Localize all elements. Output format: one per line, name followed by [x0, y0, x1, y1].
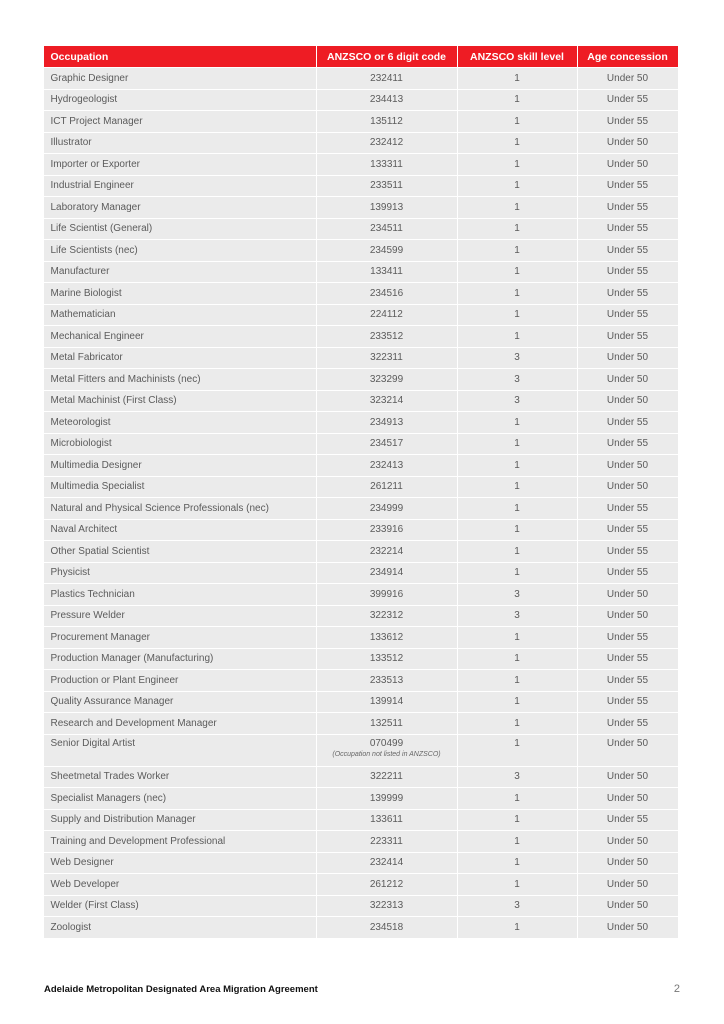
cell-code: 133411 [317, 262, 457, 283]
cell-age-concession: Under 55 [578, 197, 678, 218]
cell-code: 234413 [317, 90, 457, 111]
table-row [44, 305, 678, 326]
cell-age-concession: Under 55 [578, 692, 678, 713]
table-row [44, 348, 678, 369]
cell-skill-level: 1 [458, 133, 577, 154]
table-row [44, 111, 678, 132]
cell-age-concession: Under 50 [578, 133, 678, 154]
cell-code: 132511 [317, 713, 457, 734]
cell-skill-level: 1 [458, 541, 577, 562]
header-occupation: Occupation [44, 46, 316, 67]
cell-age-concession: Under 50 [578, 917, 678, 938]
cell-code: 232214 [317, 541, 457, 562]
cell-skill-level: 1 [458, 735, 577, 766]
cell-age-concession: Under 55 [578, 262, 678, 283]
cell-code [317, 735, 457, 766]
cell-code: 399916 [317, 584, 457, 605]
cell-occupation: Natural and Physical Science Professionals (nec) [44, 498, 316, 519]
table-row [44, 541, 678, 562]
cell-occupation: Procurement Manager [44, 627, 316, 648]
table-row [44, 896, 678, 917]
table-row [44, 788, 678, 809]
cell-code: 234516 [317, 283, 457, 304]
table-row [44, 735, 678, 766]
cell-age-concession: Under 50 [578, 606, 678, 627]
cell-code: 223311 [317, 831, 457, 852]
cell-age-concession: Under 55 [578, 713, 678, 734]
table-row [44, 283, 678, 304]
table-row [44, 412, 678, 433]
cell-skill-level: 1 [458, 692, 577, 713]
cell-age-concession: Under 50 [578, 767, 678, 788]
table-row [44, 219, 678, 240]
table-row [44, 154, 678, 175]
cell-code: 139999 [317, 788, 457, 809]
cell-age-concession: Under 55 [578, 240, 678, 261]
cell-skill-level: 1 [458, 874, 577, 895]
header-skill-level: ANZSCO skill level [458, 46, 577, 67]
cell-occupation: Illustrator [44, 133, 316, 154]
cell-age-concession: Under 55 [578, 670, 678, 691]
cell-skill-level: 1 [458, 176, 577, 197]
cell-occupation: Graphic Designer [44, 68, 316, 89]
cell-age-concession: Under 55 [578, 176, 678, 197]
cell-occupation: Multimedia Specialist [44, 477, 316, 498]
cell-age-concession: Under 55 [578, 111, 678, 132]
cell-age-concession: Under 50 [578, 788, 678, 809]
cell-occupation: ICT Project Manager [44, 111, 316, 132]
cell-occupation: Sheetmetal Trades Worker [44, 767, 316, 788]
cell-skill-level: 1 [458, 68, 577, 89]
cell-skill-level: 3 [458, 391, 577, 412]
cell-occupation: Manufacturer [44, 262, 316, 283]
cell-code: 322313 [317, 896, 457, 917]
cell-skill-level: 1 [458, 219, 577, 240]
cell-code: 322211 [317, 767, 457, 788]
table-row [44, 197, 678, 218]
table-row [44, 455, 678, 476]
table-row [44, 606, 678, 627]
table-row [44, 391, 678, 412]
cell-skill-level: 3 [458, 369, 577, 390]
cell-occupation: Hydrogeologist [44, 90, 316, 111]
table-body [44, 68, 678, 938]
cell-age-concession: Under 50 [578, 584, 678, 605]
cell-skill-level: 1 [458, 262, 577, 283]
cell-age-concession: Under 55 [578, 326, 678, 347]
header-code: ANZSCO or 6 digit code [317, 46, 457, 67]
cell-skill-level: 1 [458, 563, 577, 584]
occupation-table [43, 45, 679, 939]
table-row [44, 520, 678, 541]
cell-age-concession: Under 55 [578, 90, 678, 111]
cell-occupation: Naval Architect [44, 520, 316, 541]
table-row [44, 649, 678, 670]
cell-occupation: Industrial Engineer [44, 176, 316, 197]
cell-code: 133611 [317, 810, 457, 831]
cell-occupation: Senior Digital Artist [44, 735, 316, 766]
cell-age-concession: Under 50 [578, 896, 678, 917]
table-row [44, 563, 678, 584]
cell-occupation: Microbiologist [44, 434, 316, 455]
cell-age-concession: Under 50 [578, 735, 678, 766]
cell-skill-level: 1 [458, 326, 577, 347]
cell-age-concession: Under 50 [578, 455, 678, 476]
cell-skill-level: 3 [458, 584, 577, 605]
cell-code: 233513 [317, 670, 457, 691]
cell-code-value: 070499 [369, 737, 404, 749]
cell-code: 233512 [317, 326, 457, 347]
cell-skill-level: 1 [458, 283, 577, 304]
cell-occupation: Production or Plant Engineer [44, 670, 316, 691]
cell-code: 261212 [317, 874, 457, 895]
header-age-concession: Age concession [578, 46, 678, 67]
table-row [44, 68, 678, 89]
cell-code: 322312 [317, 606, 457, 627]
cell-occupation: Supply and Distribution Manager [44, 810, 316, 831]
cell-occupation: Mathematician [44, 305, 316, 326]
cell-age-concession: Under 50 [578, 391, 678, 412]
cell-age-concession: Under 50 [578, 874, 678, 895]
cell-age-concession: Under 55 [578, 520, 678, 541]
table-row [44, 133, 678, 154]
cell-code: 139914 [317, 692, 457, 713]
cell-occupation: Welder (First Class) [44, 896, 316, 917]
cell-code: 133311 [317, 154, 457, 175]
cell-skill-level: 1 [458, 434, 577, 455]
cell-age-concession: Under 55 [578, 498, 678, 519]
cell-age-concession: Under 50 [578, 348, 678, 369]
cell-code: 234914 [317, 563, 457, 584]
cell-occupation: Research and Development Manager [44, 713, 316, 734]
cell-skill-level: 1 [458, 788, 577, 809]
cell-skill-level: 1 [458, 713, 577, 734]
table-row [44, 369, 678, 390]
table-row [44, 810, 678, 831]
table-row [44, 917, 678, 938]
cell-age-concession: Under 55 [578, 412, 678, 433]
table-row [44, 326, 678, 347]
cell-skill-level: 1 [458, 197, 577, 218]
cell-skill-level: 1 [458, 455, 577, 476]
table-row [44, 176, 678, 197]
cell-age-concession: Under 55 [578, 305, 678, 326]
cell-skill-level: 3 [458, 348, 577, 369]
cell-occupation: Importer or Exporter [44, 154, 316, 175]
cell-age-concession: Under 55 [578, 810, 678, 831]
cell-skill-level: 1 [458, 240, 577, 261]
cell-occupation: Training and Development Professional [44, 831, 316, 852]
cell-age-concession: Under 50 [578, 831, 678, 852]
cell-age-concession: Under 55 [578, 627, 678, 648]
cell-skill-level: 1 [458, 412, 577, 433]
cell-code: 233916 [317, 520, 457, 541]
cell-code: 234913 [317, 412, 457, 433]
cell-occupation: Web Designer [44, 853, 316, 874]
cell-occupation: Metal Fabricator [44, 348, 316, 369]
cell-skill-level: 1 [458, 831, 577, 852]
table-row [44, 874, 678, 895]
cell-code: 232412 [317, 133, 457, 154]
page-number: 2 [673, 983, 680, 995]
table-row [44, 853, 678, 874]
cell-code: 133512 [317, 649, 457, 670]
cell-code: 234999 [317, 498, 457, 519]
cell-occupation: Mechanical Engineer [44, 326, 316, 347]
cell-skill-level: 1 [458, 627, 577, 648]
cell-code: 323299 [317, 369, 457, 390]
cell-occupation: Plastics Technician [44, 584, 316, 605]
cell-code: 234518 [317, 917, 457, 938]
cell-skill-level: 1 [458, 670, 577, 691]
cell-code: 232413 [317, 455, 457, 476]
cell-code-note: (Occupation not listed in ANZSCO) [332, 750, 441, 758]
cell-skill-level: 3 [458, 606, 577, 627]
footer-document-title: Adelaide Metropolitan Designated Area Migration Agreement [44, 984, 318, 995]
cell-occupation: Quality Assurance Manager [44, 692, 316, 713]
cell-occupation: Meteorologist [44, 412, 316, 433]
cell-code: 323214 [317, 391, 457, 412]
cell-skill-level: 1 [458, 520, 577, 541]
cell-skill-level: 1 [458, 477, 577, 498]
cell-age-concession: Under 55 [578, 434, 678, 455]
cell-occupation: Specialist Managers (nec) [44, 788, 316, 809]
cell-age-concession: Under 50 [578, 853, 678, 874]
cell-occupation: Other Spatial Scientist [44, 541, 316, 562]
table-header [44, 46, 678, 67]
cell-skill-level: 1 [458, 917, 577, 938]
cell-code: 233511 [317, 176, 457, 197]
cell-age-concession: Under 50 [578, 477, 678, 498]
table-row [44, 498, 678, 519]
table-row [44, 627, 678, 648]
cell-age-concession: Under 50 [578, 68, 678, 89]
cell-code: 133612 [317, 627, 457, 648]
cell-skill-level: 1 [458, 498, 577, 519]
cell-code: 322311 [317, 348, 457, 369]
cell-occupation: Life Scientist (General) [44, 219, 316, 240]
table-row [44, 90, 678, 111]
table-row [44, 262, 678, 283]
cell-occupation: Metal Fitters and Machinists (nec) [44, 369, 316, 390]
cell-skill-level: 1 [458, 305, 577, 326]
table-header-row [44, 46, 678, 67]
table-row [44, 831, 678, 852]
table-row [44, 713, 678, 734]
cell-occupation: Physicist [44, 563, 316, 584]
cell-age-concession: Under 55 [578, 649, 678, 670]
cell-occupation: Pressure Welder [44, 606, 316, 627]
cell-skill-level: 3 [458, 896, 577, 917]
table-row [44, 584, 678, 605]
cell-age-concession: Under 50 [578, 369, 678, 390]
table-row [44, 240, 678, 261]
cell-occupation: Multimedia Designer [44, 455, 316, 476]
table-row [44, 477, 678, 498]
cell-occupation: Life Scientists (nec) [44, 240, 316, 261]
cell-code: 232411 [317, 68, 457, 89]
cell-occupation: Metal Machinist (First Class) [44, 391, 316, 412]
cell-age-concession: Under 50 [578, 154, 678, 175]
table-row [44, 670, 678, 691]
cell-occupation: Production Manager (Manufacturing) [44, 649, 316, 670]
cell-occupation: Laboratory Manager [44, 197, 316, 218]
cell-skill-level: 1 [458, 111, 577, 132]
table-row [44, 767, 678, 788]
cell-skill-level: 1 [458, 154, 577, 175]
cell-occupation: Zoologist [44, 917, 316, 938]
cell-code: 234517 [317, 434, 457, 455]
cell-age-concession: Under 55 [578, 541, 678, 562]
cell-code: 234599 [317, 240, 457, 261]
table-row [44, 692, 678, 713]
cell-skill-level: 1 [458, 649, 577, 670]
cell-code: 234511 [317, 219, 457, 240]
cell-age-concession: Under 55 [578, 219, 678, 240]
cell-skill-level: 1 [458, 853, 577, 874]
cell-age-concession: Under 55 [578, 563, 678, 584]
cell-skill-level: 1 [458, 90, 577, 111]
cell-skill-level: 3 [458, 767, 577, 788]
cell-code: 232414 [317, 853, 457, 874]
cell-code: 135112 [317, 111, 457, 132]
cell-skill-level: 1 [458, 810, 577, 831]
cell-occupation: Marine Biologist [44, 283, 316, 304]
cell-age-concession: Under 55 [578, 283, 678, 304]
table-row [44, 434, 678, 455]
cell-occupation: Web Developer [44, 874, 316, 895]
cell-code: 261211 [317, 477, 457, 498]
cell-code: 139913 [317, 197, 457, 218]
cell-code: 224112 [317, 305, 457, 326]
